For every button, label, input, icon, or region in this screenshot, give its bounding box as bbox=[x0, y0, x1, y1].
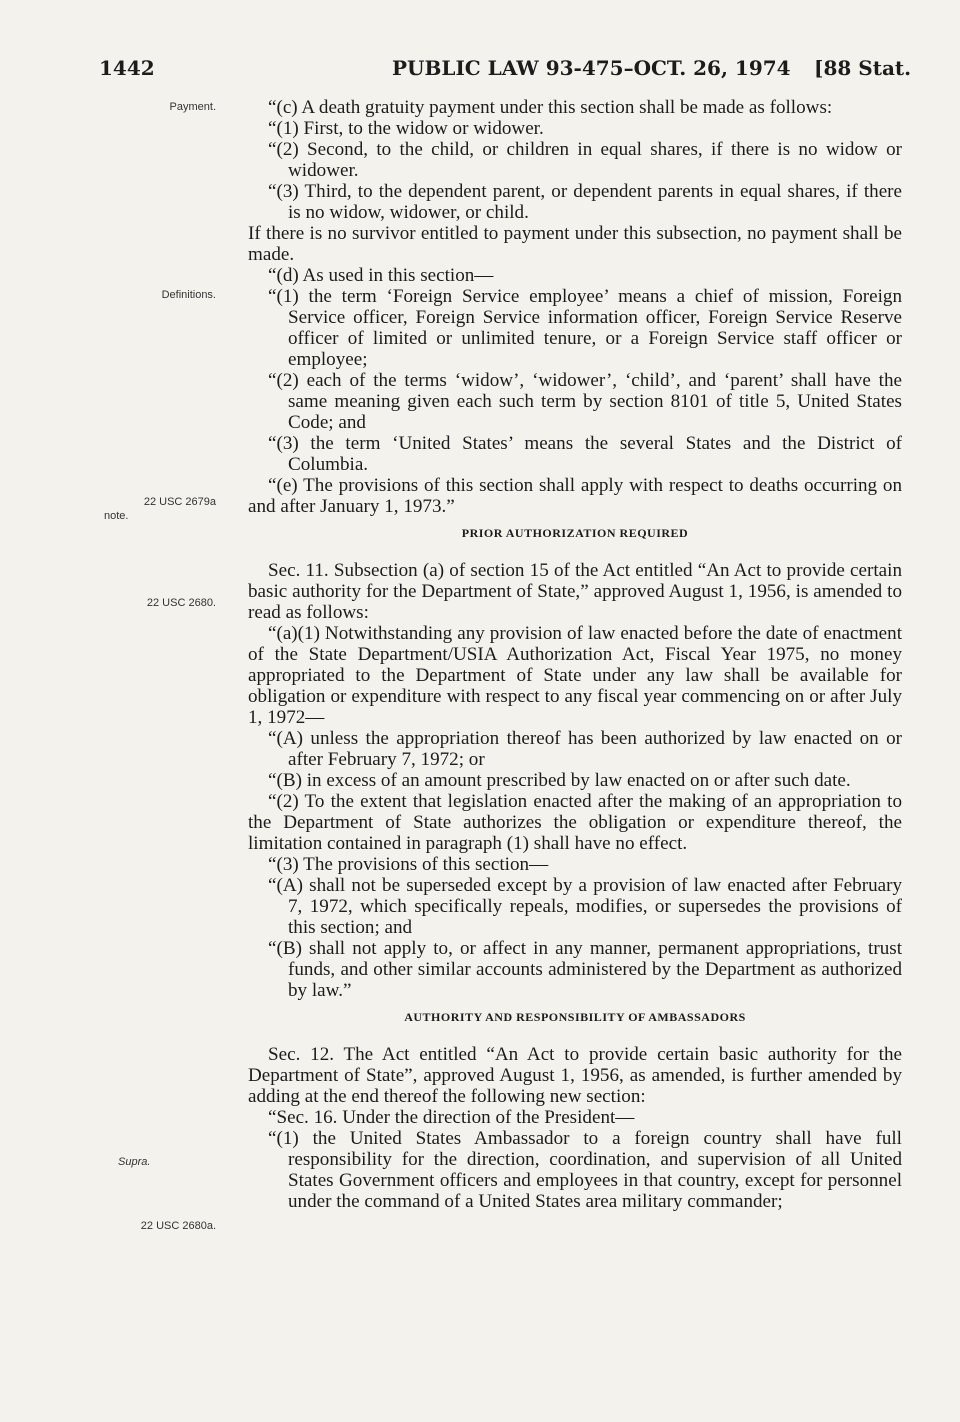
paragraph-sec-12: Sec. 12. The Act entitled “An Act to provide certain basic authority for the Department of State”, approved August 1, 1956, as amended, is further amended by adding at the end thereof the following new section: bbox=[248, 1044, 902, 1107]
paragraph-a1-B: “(B) in excess of an amount prescribed by law enacted on or after such date. bbox=[268, 770, 851, 791]
margin-note-definitions: Definitions. bbox=[161, 289, 216, 301]
section-heading-prior-authorization: PRIOR AUTHORIZATION REQUIRED bbox=[461, 526, 689, 540]
margin-note-payment: Payment. bbox=[169, 101, 216, 113]
statute-reference: [88 Stat. bbox=[814, 56, 912, 80]
paragraph-c: “(c) A death gratuity payment under this section shall be made as follows: bbox=[268, 97, 833, 118]
paragraph-a2: “(2) To the extent that legislation enacted after the making of an appropriation to the Department of State authorizes the obligation or expenditure thereof, the limitation contained in paragraph (1) shall have no effect. bbox=[248, 791, 902, 854]
paragraph-a3-B: “(B) shall not apply to, or affect in any manner, permanent appropriations, trust funds, and other similar accounts administered by the Department as authorized by law.” bbox=[268, 938, 902, 1001]
margin-note-supra: Supra. bbox=[118, 1156, 151, 1168]
paragraph-d2: “(2) each of the terms ‘widow’, ‘widower’, ‘child’, and ‘parent’ shall have the same meaning given each such term by section 8101 of title 5, United States Code; and bbox=[268, 370, 902, 433]
paragraph-e: “(e) The provisions of this section shall apply with respect to deaths occurring on and after January 1, 1973.” bbox=[248, 475, 902, 517]
paragraph-d: “(d) As used in this section— bbox=[268, 265, 494, 286]
margin-note-usc-2680a: 22 USC 2680a. bbox=[140, 1220, 216, 1232]
paragraph-c-end: If there is no survivor entitled to payment under this subsection, no payment shall be made. bbox=[248, 223, 902, 265]
paragraph-c2: “(2) Second, to the child, or children in equal shares, if there is no widow or widower. bbox=[268, 139, 902, 181]
paragraph-sec-16-1: “(1) the United States Ambassador to a foreign country shall have full responsibility for the direction, coordination, and supervision of all United States Government officers and employees in that country, except for personnel under the command of a United States area military commander; bbox=[268, 1128, 902, 1212]
paragraph-a1: “(a)(1) Notwithstanding any provision of law enacted before the date of enactment of the State Department/USIA Authorization Act, Fiscal Year 1975, no money appropriated to the Department of State under any law shall be available for obligation or expenditure with respect to any fiscal year commencing on or after July 1, 1972— bbox=[248, 623, 902, 728]
running-title: PUBLIC LAW 93-475–OCT. 26, 1974 bbox=[392, 56, 791, 80]
margin-note-note: note. bbox=[104, 510, 129, 522]
margin-note-usc-2680: 22 USC 2680. bbox=[146, 597, 216, 609]
paragraph-a3-A: “(A) shall not be superseded except by a provision of law enacted after February 7, 1972, which specifically repeals, modifies, or supersedes the provisions of this section; and bbox=[268, 875, 902, 938]
paragraph-c1: “(1) First, to the widow or widower. bbox=[268, 118, 544, 139]
paragraph-sec-11: Sec. 11. Subsection (a) of section 15 of the Act entitled “An Act to provide certain basic authority for the Department of State,” approved August 1, 1956, is amended to read as follows: bbox=[248, 560, 902, 623]
document-body bbox=[248, 97, 902, 1212]
page-number: 1442 bbox=[99, 56, 155, 80]
paragraph-d3: “(3) the term ‘United States’ means the several States and the District of Columbia. bbox=[268, 433, 902, 475]
paragraph-d1: “(1) the term ‘Foreign Service employee’ means a chief of mission, Foreign Service officer, Foreign Service information officer, Foreign Service Reserve officer of limited or unlimited tenure, or a Foreign Service staff officer or employee; bbox=[268, 286, 902, 370]
paragraph-sec-16: “Sec. 16. Under the direction of the President— bbox=[268, 1107, 635, 1128]
margin-note-usc-2679a: 22 USC 2679a bbox=[143, 496, 216, 508]
paragraph-a3: “(3) The provisions of this section— bbox=[268, 854, 549, 875]
section-heading-ambassadors: AUTHORITY AND RESPONSIBILITY OF AMBASSADORS bbox=[404, 1010, 746, 1024]
paragraph-a1-A: “(A) unless the appropriation thereof has been authorized by law enacted on or after February 7, 1972; or bbox=[268, 728, 902, 770]
paragraph-c3: “(3) Third, to the dependent parent, or dependent parents in equal shares, if there is no widow, widower, or child. bbox=[268, 181, 902, 223]
